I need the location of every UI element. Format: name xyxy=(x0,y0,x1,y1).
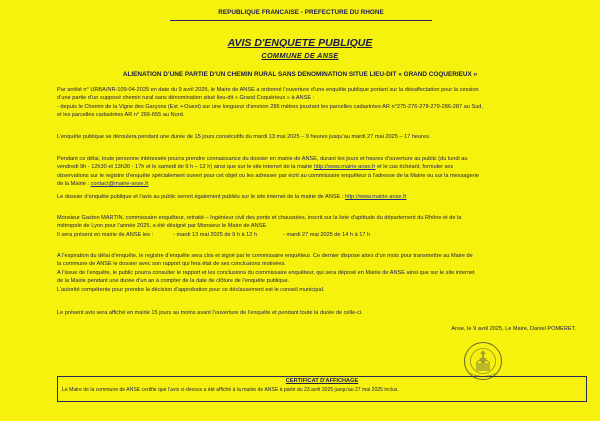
certificate-title: CERTIFICAT D'AFFICHAGE xyxy=(285,378,359,384)
paragraph-decree xyxy=(57,86,577,120)
text-segment: Il sera présent en mairie de ANSE les : xyxy=(57,231,154,238)
text-line xyxy=(57,180,577,188)
text-line xyxy=(57,193,577,201)
certificate-box xyxy=(57,376,587,402)
text-line: et les parcelles cadastrées AR n° 266-655 au Nord. xyxy=(57,112,185,119)
text-line: Pendant ce délai, toute personne intéressée pourra prendre connaissance du dossier en mairie de ANSE, durant les jours et heures d’ouverture au public (du lundi au xyxy=(57,156,468,162)
text-line: A l’expiration du délai d’enquête, le registre d’enquête sera clos et signé par le commissaire enquêteur. Ce dernier dispose alors d’un mois pour transmettre au Maire de xyxy=(57,253,473,259)
mairie-email-link[interactable]: contact@mairie-anse.fr xyxy=(90,181,149,188)
text-line: la commune de ANSE le dossier avec son rapport qui fera état de ses conclusions motivées. xyxy=(57,261,286,268)
text-line: - depuis le Chemin de la Vigne des Garçons (Est ➢Ouest) sur une longueur d’environ 286 mètres jouxtant les parcelles cadastrées AR n°275-276-278-279-286-287 au Sud, xyxy=(57,103,483,110)
commune-name: COMMUNE DE ANSE xyxy=(261,51,339,60)
text-line: A l’issue de l’enquête, le public pourra consulter le rapport et les conclusions du commissaire enquêteur, qui sera déposé en Mairie de ANSE ainsi que sur le site internet xyxy=(57,269,475,276)
certificate-text: Le Maire de la commune de ANSE certifie que l’avis ci-dessus a été affiché à la mairie de ANSE à partir du 23 avril 2025 jusqu’au 27 mai 2025 inclus. xyxy=(62,387,399,393)
notice-title: AVIS D'ENQUETE PUBLIQUE xyxy=(227,37,373,49)
paragraph-posting xyxy=(57,309,577,317)
text-segment: et le cas échéant, formuler ses xyxy=(375,164,454,171)
signature-line: Anse, le 9 avril 2025, Le Maire, Daniel POMERET. xyxy=(451,326,576,332)
text-line xyxy=(57,163,577,171)
paragraph-consultation xyxy=(57,155,577,189)
text-line xyxy=(57,231,577,239)
text-line: métropole de Lyon pour l’année 2025, a été désigné par Monsieur le Maire de ANSE. xyxy=(57,223,268,230)
prefecture-header: REPUBLIQUE FRANCAISE - PREFECTURE DU RHONE xyxy=(170,6,432,21)
text-segment: de la Mairie : xyxy=(57,181,91,188)
text-segment: Le dossier d’enquête publique et l’avis au public seront également publiés sur le site internet de la mairie de ANSE : xyxy=(57,194,345,200)
text-line: Le présent avis sera affiché en mairie 15 jours au moins avant l’ouverture de l’enquête et pendant toute la durée de celle-ci. xyxy=(57,310,363,316)
text-line: L’autorité compétente pour prendre la décision d’approbation pour ce déclassement est le conseil municipal. xyxy=(57,286,325,293)
mairie-website-link-2[interactable]: http://www.mairie-anse.fr xyxy=(344,194,407,200)
paragraph-publication xyxy=(57,193,577,201)
text-line: L’enquête publique se déroulera pendant une durée de 15 jours consécutifs du mardi 13 mai 2025 – 9 heures jusqu’au mardi 27 mai 2025 – 17 heures. xyxy=(57,134,431,140)
mairie-website-link[interactable]: http://www.mairie-anse.fr xyxy=(313,164,376,171)
text-line: Monsieur Gaston MARTIN, commissaire enquêteur, retraité – Ingénieur civil des ponts et chaussées, inscrit sur la liste d’aptitude du département du Rhône et de la xyxy=(57,215,462,221)
text-line: d’une partie d’un supposé chemin rural sans dénomination situé lieu-dit « Grand Coquérieux » à ANSE : xyxy=(57,95,315,102)
text-line: de la Mairie pendant une durée d’un an à compter de la date de clôture de l’enquête publique. xyxy=(57,278,290,285)
permanence-date-1: - mardi 13 mai 2025 de 9 h à 12 h xyxy=(173,231,258,238)
text-line: observations sur le registre d’enquête spécialement ouvert pour cet objet ou les adresser par écrit au commissaire enquêteur à l’adresse de la Mairie ou sur la messagerie xyxy=(57,172,479,179)
paragraph-duration xyxy=(57,133,577,141)
text-line: Par arrêté n° URBA/NR-109-04-2025 en date du 9 avril 2025, le Maire de ANSE a ordonné l’ouverture d’une enquête publique portant sur la désaffectation pour la cession xyxy=(57,87,479,93)
text-segment: vendredi 9h - 12h30 et 13h30 - 17h et le samedi de 9 h – 12 h) ainsi que sur le site internet de la mairie xyxy=(57,164,314,171)
permanence-date-2: - mardi 27 mai 2025 de 14 h à 17 h xyxy=(283,231,371,238)
notice-object: ALIENATION D’UNE PARTIE D’UN CHEMIN RURAL SANS DENOMINATION SITUE LIEU-DIT « GRAND COQUERIEUX » xyxy=(122,71,478,78)
paragraph-commissioner xyxy=(57,214,577,239)
paragraph-closure xyxy=(57,252,577,294)
mairie-seal-stamp xyxy=(463,341,503,381)
